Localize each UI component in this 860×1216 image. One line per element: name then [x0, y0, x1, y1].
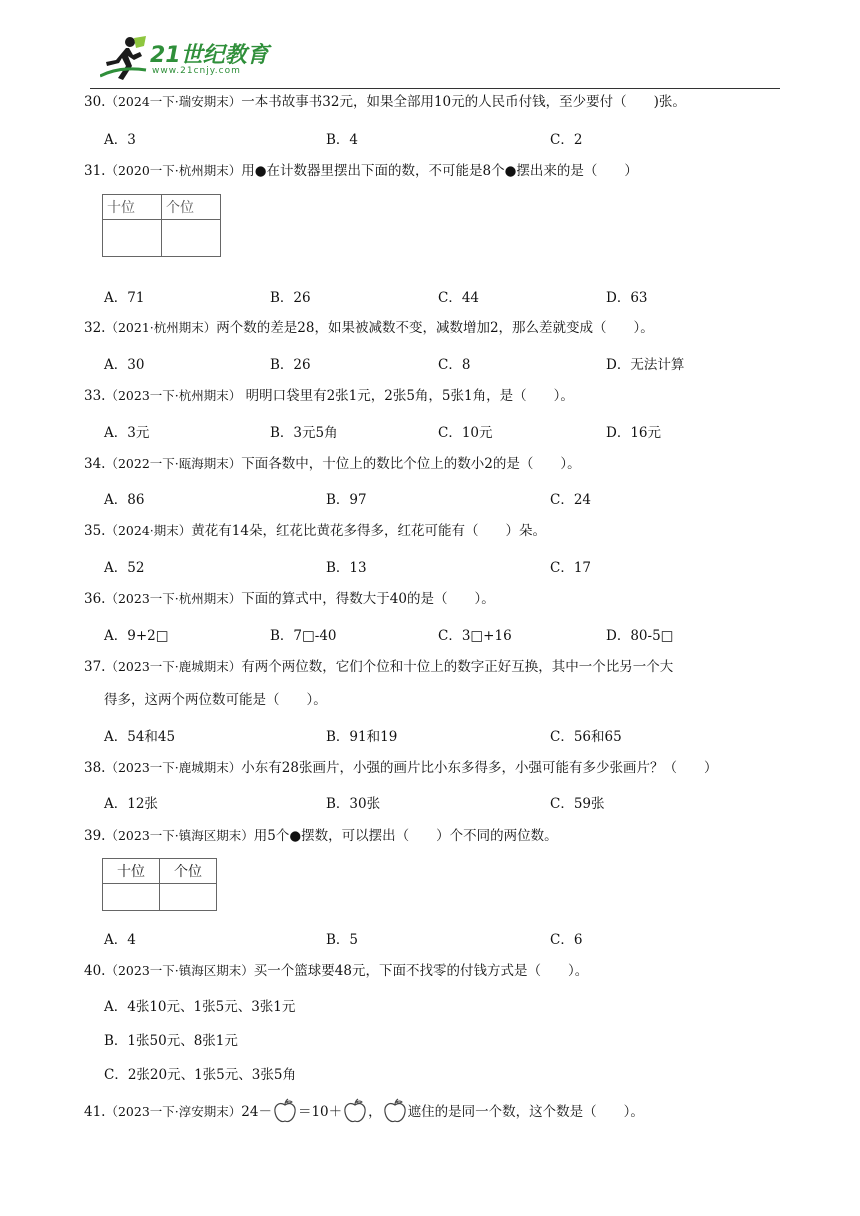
option-b[interactable]: B．26: [270, 290, 311, 306]
option-a[interactable]: A．71: [104, 290, 145, 306]
question-number: 34.: [84, 456, 106, 472]
runner-logo-icon: [100, 36, 148, 82]
option-c[interactable]: C．24: [550, 492, 592, 508]
option-a[interactable]: A．52: [104, 560, 145, 576]
question-37-continued: [104, 690, 327, 710]
question-number: 35.: [84, 523, 106, 539]
option-c[interactable]: C．3□+16: [438, 628, 512, 644]
option-c[interactable]: C．2: [550, 132, 583, 148]
question-text: 买一个篮球要48元，下面不找零的付钱方式是（ ）。: [253, 963, 589, 979]
abacus-table-31: [102, 194, 221, 257]
question-text: 小东有28张画片，小强的画片比小东多得多，小强可能有多少张画片？（ ）: [241, 760, 718, 776]
tens-cell: [103, 220, 162, 257]
option-b[interactable]: B．1张50元、8张1元: [104, 1033, 238, 1049]
question-text: 用5个●摆数，可以摆出（ ）个不同的两位数。: [253, 828, 558, 844]
question-text: 明明口袋里有2张1元，2张5角，5张1角，是（ ）。: [241, 388, 574, 404]
ones-cell: [160, 884, 217, 911]
option-c[interactable]: C．2张20元、1张5元、3张5角: [104, 1067, 296, 1083]
options-39: [104, 928, 800, 948]
option-d[interactable]: D．63: [606, 290, 648, 306]
equation-separator: ，: [368, 1104, 382, 1120]
apple-icon: [342, 1098, 368, 1124]
question-text: 两个数的差是28，如果被减数不变，减数增加2，那么差就变成（ ）。: [216, 320, 654, 336]
question-source: （2021·杭州期末）: [105, 320, 217, 335]
option-a[interactable]: A．3: [104, 132, 136, 148]
option-c[interactable]: C．6: [550, 932, 583, 948]
tens-header: 十位: [103, 195, 162, 220]
page-header: [90, 0, 780, 89]
equation-part-2: ＝10＋: [297, 1104, 343, 1120]
question-number: 33.: [84, 388, 106, 404]
option-a[interactable]: A．4: [104, 932, 136, 948]
ones-header: 个位: [160, 859, 217, 884]
question-number: 32.: [84, 320, 106, 336]
question-35: [84, 521, 546, 541]
question-40: [84, 961, 588, 981]
question-number: 31.: [84, 163, 106, 179]
question-41: [84, 1098, 644, 1124]
question-text: 一本书故事书32元，如果全部用10元的人民币付钱，至少要付（ )张。: [241, 94, 686, 110]
question-number: 30.: [84, 94, 106, 110]
question-number: 36.: [84, 591, 106, 607]
question-source: （2022一下·瓯海期末）: [105, 456, 242, 471]
question-text: 遮住的是同一个数，这个数是（ ）。: [407, 1104, 644, 1120]
options-38: [104, 792, 800, 812]
question-source: （2020一下·杭州期末）: [105, 163, 242, 178]
option-a[interactable]: A．3元: [104, 425, 150, 441]
option-b[interactable]: B．91和19: [326, 729, 398, 745]
option-c[interactable]: C．10元: [438, 425, 493, 441]
question-source: （2023一下·鹿城期末）: [105, 760, 242, 775]
ones-cell: [162, 220, 221, 257]
options-32: [104, 353, 800, 373]
site-logo: [100, 36, 280, 84]
question-number: 41.: [84, 1104, 106, 1120]
question-source: （2023一下·杭州期末）: [105, 591, 242, 606]
question-source: （2024·期末）: [105, 523, 192, 538]
option-a[interactable]: A．9+2□: [104, 628, 169, 644]
tens-header: 十位: [103, 859, 160, 884]
question-30: [84, 92, 686, 112]
question-text: 下面各数中，十位上的数比个位上的数小2的是（ ）。: [241, 456, 581, 472]
question-36: [84, 589, 495, 609]
question-source: （2023一下·淳安期末）: [105, 1104, 242, 1119]
logo-url: www.21cnjy.com: [152, 66, 241, 76]
options-40-a: [104, 995, 800, 1015]
options-40-c: [104, 1063, 800, 1083]
option-a[interactable]: A．4张10元、1张5元、3张1元: [104, 999, 296, 1015]
question-37: [84, 657, 673, 677]
question-number: 38.: [84, 760, 106, 776]
option-c[interactable]: C．56和65: [550, 729, 622, 745]
logo-title: 21世纪教育: [150, 43, 269, 68]
question-number: 39.: [84, 828, 106, 844]
option-b[interactable]: B．3元5角: [270, 425, 338, 441]
option-a[interactable]: A．12张: [104, 796, 158, 812]
question-source: （2023一下·鹿城期末）: [105, 659, 242, 674]
option-b[interactable]: B．13: [326, 560, 367, 576]
question-number: 40.: [84, 963, 106, 979]
option-d[interactable]: D．无法计算: [606, 357, 685, 373]
option-a[interactable]: A．86: [104, 492, 145, 508]
options-37: [104, 725, 800, 745]
equation-part-1: 24－: [241, 1104, 272, 1120]
option-c[interactable]: C．8: [438, 357, 471, 373]
question-text: 有两个两位数，它们个位和十位上的数字正好互换，其中一个比另一个大: [241, 659, 674, 675]
question-text-line2: 得多，这两个两位数可能是（ ）。: [104, 692, 327, 708]
option-d[interactable]: D．16元: [606, 425, 662, 441]
question-38: [84, 758, 717, 778]
option-b[interactable]: B．4: [326, 132, 359, 148]
option-d[interactable]: D．80-5□: [606, 628, 674, 644]
option-b[interactable]: B．97: [326, 492, 367, 508]
options-34: [104, 488, 800, 508]
options-30: [104, 128, 800, 148]
tens-cell: [103, 884, 160, 911]
question-text: 下面的算式中，得数大于40的是（ ）。: [241, 591, 495, 607]
abacus-table-39: [102, 858, 217, 911]
options-35: [104, 556, 800, 576]
question-source: （2023一下·镇海区期末）: [105, 828, 254, 843]
question-source: （2023一下·镇海区期末）: [105, 963, 254, 978]
options-40-b: [104, 1029, 800, 1049]
option-b[interactable]: B．30张: [326, 796, 381, 812]
question-source: （2024一下·瑞安期末）: [105, 94, 242, 109]
option-c[interactable]: C．44: [438, 290, 480, 306]
option-a[interactable]: A．54和45: [104, 729, 176, 745]
option-b[interactable]: B．5: [326, 932, 359, 948]
question-source: （2023一下·杭州期末）: [105, 388, 242, 403]
question-32: [84, 318, 654, 338]
question-33: [84, 386, 574, 406]
option-b[interactable]: B．26: [270, 357, 311, 373]
question-39: [84, 826, 558, 846]
question-31: [84, 161, 638, 181]
question-text: 黄花有14朵，红花比黄花多得多，红花可能有（ ）朵。: [191, 523, 546, 539]
option-c[interactable]: C．59张: [550, 796, 605, 812]
option-b[interactable]: B．7□-40: [270, 628, 337, 644]
apple-icon: [382, 1098, 408, 1124]
option-a[interactable]: A．30: [104, 357, 145, 373]
question-number: 37.: [84, 659, 106, 675]
option-c[interactable]: C．17: [550, 560, 592, 576]
apple-icon: [272, 1098, 298, 1124]
ones-header: 个位: [162, 195, 221, 220]
question-text: 用●在计数器里摆出下面的数，不可能是8个●摆出来的是（ ）: [241, 163, 638, 179]
options-31: [104, 286, 800, 306]
question-34: [84, 454, 581, 474]
options-33: [104, 421, 800, 441]
options-36: [104, 624, 800, 644]
